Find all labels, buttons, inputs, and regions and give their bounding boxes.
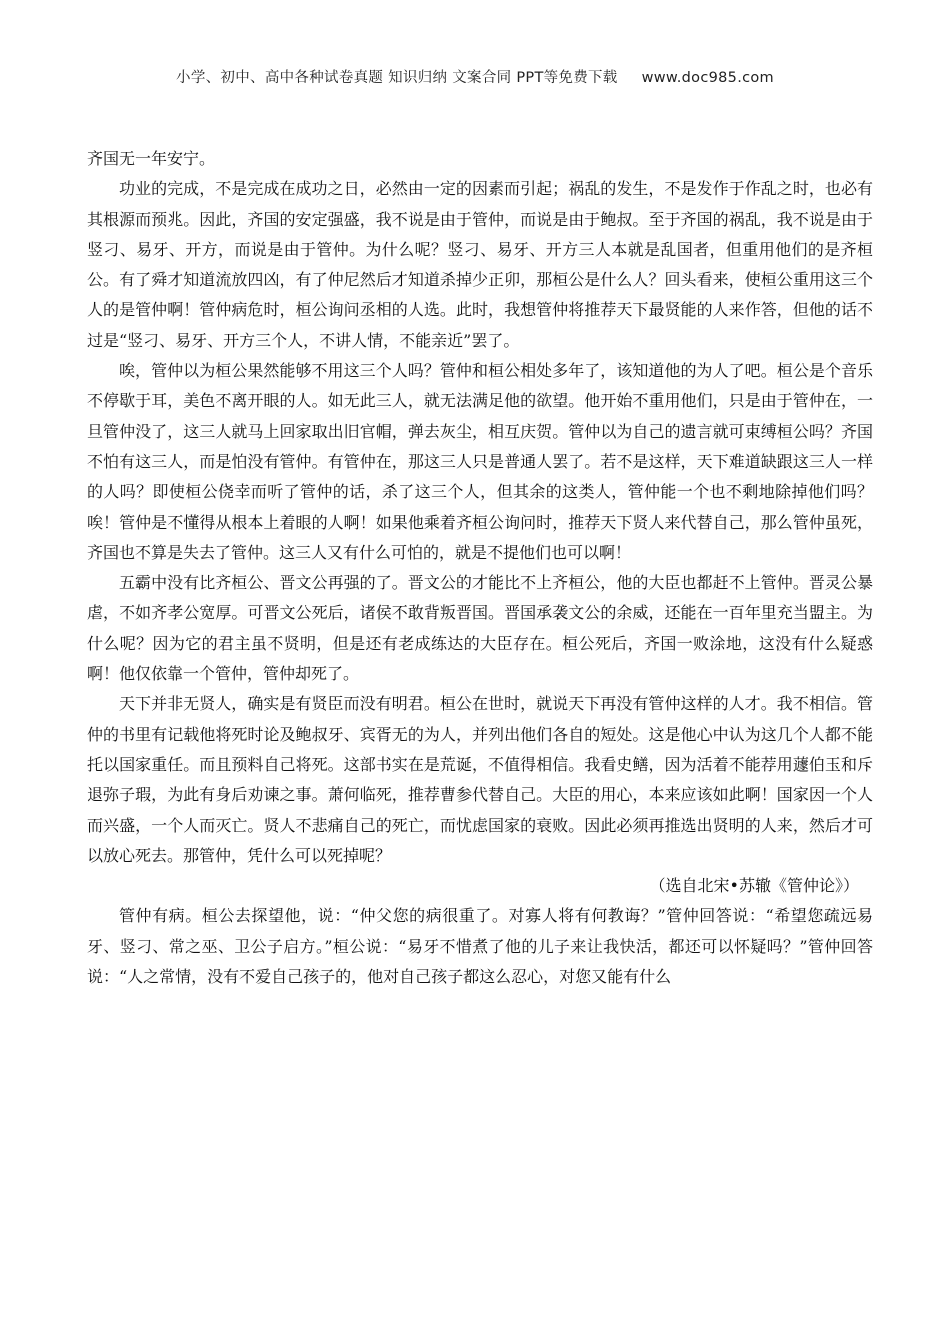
- source-citation: （选自北宋•苏辙《管仲论》）: [649, 876, 859, 896]
- paragraph-4: 五霸中没有比齐桓公、晋文公再强的了。晋文公的才能比不上齐桓公，他的大臣也都赶不上管仲。晋灵公暴虐，不如齐孝公宽厚。可晋文公死后，诸侯不敢背叛晋国。晋国承袭文公的余威，还能在一百年里充当盟主。为什么呢？因为它的君主虽不贤明，但是还有老成练达的大臣存在。桓公死后，齐国一败涂地，这没有什么疑惑啊！他仅依靠一个管仲，管仲却死了。: [87, 573, 873, 684]
- paragraph-3: 唉，管仲以为桓公果然能够不用这三个人吗？管仲和桓公相处多年了，该知道他的为人了吧。桓公是个音乐不停歇于耳，美色不离开眼的人。如无此三人，就无法满足他的欲望。他开始不重用他们，只是由于管仲在，一旦管仲没了，这三人就马上回家取出旧官帽，弹去灰尘，相互庆贺。管仲以为自己的遗言就可束缚桓公吗？齐国不怕有这三人，而是怕没有管仲。有管仲在，那这三人只是普通人罢了。若不是这样，天下难道缺跟这三人一样的人吗？即使桓公侥幸而听了管仲的话，杀了这三个人，但其余的这类人，管仲能一个也不剩地除掉他们吗？唉！管仲是不懂得从根本上着眼的人啊！如果他乘着齐桓公询问时，推荐天下贤人来代替自己，那么管仲虽死，齐国也不算是失去了管仲。这三人又有什么可怕的，就是不提他们也可以啊！: [87, 361, 873, 562]
- header-url[interactable]: www.doc985.com: [641, 70, 774, 86]
- page-header: [0, 66, 950, 87]
- paragraph-1: 齐国无一年安宁。: [87, 149, 216, 168]
- paragraph-6: 管仲有病。桓公去探望他，说：“仲父您的病很重了。对寡人将有何教诲？”管仲回答说：“希望您疏远易牙、竖刁、常之巫、卫公子启方。”桓公说：“易牙不惜煮了他的儿子来让我快活，都还可以怀疑吗？”管仲回答说：“人之常情，没有不爱自己孩子的，他对自己孩子都这么忍心，对您又能有什么: [87, 906, 873, 987]
- header-text: 小学、初中、高中各种试卷真题 知识归纳 文案合同 PPT等免费下载: [176, 70, 618, 86]
- paragraph-5: 天下并非无贤人，确实是有贤臣而没有明君。桓公在世时，就说天下再没有管仲这样的人才。我不相信。管仲的书里有记载他将死时论及鲍叔牙、宾胥无的为人，并列出他们各自的短处。这是他心中认为这几个人都不能托以国家重任。而且预料自己将死。这部书实在是荒诞，不值得相信。我看史鳝，因为活着不能荐用蘧伯玉和斥退弥子瑕，为此有身后劝谏之事。萧何临死，推荐曹参代替自己。大臣的用心，本来应该如此啊！国家因一个人而兴盛，一个人而灭亡。贤人不悲痛自己的死亡，而忧虑国家的衰败。因此必须再推选出贤明的人来，然后才可以放心死去。那管仲，凭什么可以死掉呢？: [87, 694, 873, 865]
- paragraph-2: 功业的完成，不是完成在成功之日，必然由一定的因素而引起；祸乱的发生，不是发作于作乱之时，也必有其根源而预兆。因此，齐国的安定强盛，我不说是由于管仲，而说是由于鲍叔。至于齐国的祸乱，我不说是由于竖刁、易牙、开方，而说是由于管仲。为什么呢？竖刁、易牙、开方三人本就是乱国者，但重用他们的是齐桓公。有了舜才知道流放四凶，有了仲尼然后才知道杀掉少正卯，那桓公是什么人？回头看来，使桓公重用这三个人的是管仲啊！管仲病危时，桓公询问丞相的人选。此时，我想管仲将推荐天下最贤能的人来作答，但他的话不过是“竖刁、易牙、开方三个人，不讲人情，不能亲近”罢了。: [87, 179, 873, 350]
- article-body: [87, 144, 873, 992]
